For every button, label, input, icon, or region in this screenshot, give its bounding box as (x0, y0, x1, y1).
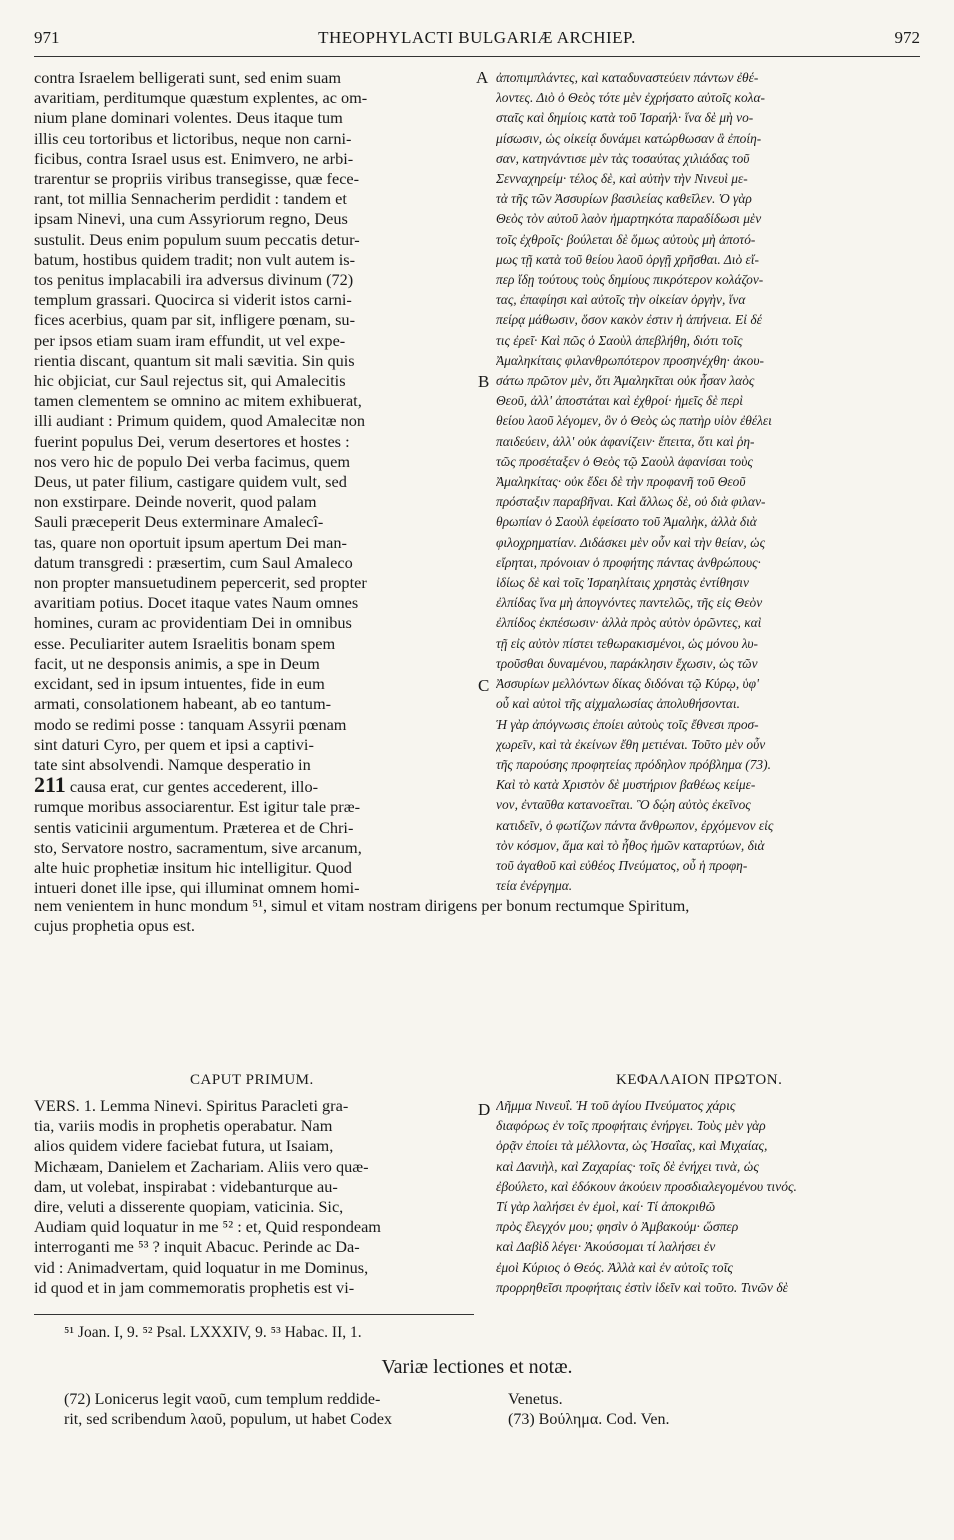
latin-text-line: modo se redimi posse : tanquam Assyrii pœnam (34, 714, 347, 734)
latin-text-line: hic objiciat, cur Saul rejectus sit, qui Amalecitis (34, 371, 346, 391)
greek-text-line: Ἀμαληκίταις φιλανθρωπότερον προσηνέχθη· ἀκου- (496, 352, 764, 368)
latin-text-line: non exstirpare. Deinde noverit, quod palam (34, 492, 317, 512)
full-width-line: nem venientem in hunc mondum ⁵¹, simul et vitam nostram dirigens per bonum rectumque Spiritum, (34, 896, 690, 916)
latin-column (34, 68, 474, 898)
greek-text-line: ἐλπίδος ἐκπέσωσιν· ἀλλὰ πρὸς αὐτὸν ὁρῶντες, καὶ (496, 615, 762, 631)
margin-letter-a: A (476, 68, 489, 87)
greek-text-line: ἰδίως δὲ καὶ τοῖς Ἰσραηλίταις χρηστὰς ἐντίθησιν (496, 575, 749, 591)
greek-text-line: τῇ εἰς αὐτὸν πίστει τεθωρακισμένοι, ὡς μόνου λυ- (496, 635, 759, 651)
greek-text-line: θρωπίαν ὁ Σαοὺλ ἐφείσατο τοῦ Ἀμαλὴκ, ἀλλὰ διὰ (496, 514, 757, 530)
greek-text-line: παιδεύειν, ἀλλ' οὐκ ἀφανίζειν· ἔπειτα, ὅτι καὶ ῥη- (496, 433, 755, 449)
latin-text-line: illi audiant : Primum quidem, quod Amalecitæ non (34, 411, 366, 431)
greek-text-line: πείρᾳ μάθωσιν, ὅσον κακὸν ἐστιν ἡ ἀπήνεια. Εἰ δέ (496, 312, 762, 328)
greek-text-line: ἐλπίδας ἵνα μὴ ἀπογνόντες παντελῶς, τῆς εἰς Θεὸν (496, 595, 763, 611)
greek-text-line: μίσωσιν, ὡς οἰκείᾳ δυνάμει κατώρθωσαν ἃ ἐποίη- (496, 130, 762, 146)
greek-text-line: Ἀσσυρίων μελλόντων δίκας διδόναι τῷ Κύρῳ, ὑφ' (496, 676, 759, 692)
greek-chapter-line: διαφόρως ἐν τοῖς προφήταις ἐνήργει. Τοὺς μὲν γὰρ (496, 1118, 766, 1134)
greek-text-line: μως τῇ κατὰ τοῦ θείου λαοῦ ὀργῇ χρῆσθαι. Διὸ εἴ- (496, 251, 759, 267)
latin-text-line: sustulit. Deus enim populum suum peccatis detur- (34, 229, 360, 249)
latin-text-line: rientia discant, quantum sit mali sævitia. Sin quis (34, 350, 355, 370)
latin-text-line: facit, ut ne desponsis animis, a spe in Deum (34, 653, 320, 673)
note-line: Venetus. (508, 1391, 563, 1408)
greek-text-line: Ἡ γὰρ ἀπόγνωσις ἐποίει αὐτοὺς τοῖς ἔθνεσι προσ- (496, 716, 759, 732)
footnote-rule (34, 1314, 474, 1315)
greek-text-line: τας, ἐπαφίησι καὶ αὐτοῖς τὴν οἰκείαν ὀργὴν, ἵνα (496, 292, 746, 308)
greek-text-line: κατιδεῖν, ὁ φωτίζων πάντα ἄνθρωπον, ἐρχόμενον εἰς (496, 817, 774, 833)
latin-text-line: armati, consolationem habeant, ab eo tantum- (34, 694, 332, 714)
latin-text-line: avaritiam, perditumque quæstum explentes, ac om- (34, 88, 368, 108)
latin-text-line: rant, tot millia Sennacherim perdidit : tandem et (34, 189, 347, 209)
latin-text-line: homines, curam ac providentiam Dei in omnibus (34, 613, 352, 633)
latin-text-line: sint daturi Cyro, per quem et ipsi a captivi- (34, 734, 314, 754)
greek-text-line: σαν, κατηνάντισε μὲν τὰς τοσαύτας χιλιάδας τοῦ (496, 150, 750, 166)
running-title: THEOPHYLACTI BULGARIÆ ARCHIEP. (318, 28, 636, 47)
latin-chapter-line: interroganti me ⁵³ ? inquit Abacuc. Perinde ac Da- (34, 1237, 360, 1257)
latin-text-line: nos vero hic de populo Dei verba facimus, quem (34, 451, 351, 471)
greek-text-line: Καὶ τὸ κατὰ Χριστὸν δὲ μυστήριον βαθέως κείμε- (496, 777, 756, 793)
greek-text-line: τις ἐρεῖ· Καὶ πῶς ὁ Σαοὺλ ἀπεβλήθη, διότι τοῖς (496, 332, 743, 348)
greek-text-line: Ἀμαληκίτας· οὐκ ἔδει δὲ τὴν προφανῆ τοῦ Θεοῦ (496, 474, 746, 490)
latin-chapter-line: VERS. 1. Lemma Ninevi. Spiritus Paracleti gra- (34, 1096, 349, 1115)
greek-column (496, 68, 920, 896)
greek-chapter-line: Λῆμμα Νινευΐ. Ἡ τοῦ ἁγίου Πνεύματος χάρις (496, 1098, 736, 1113)
greek-text-line: σάτω πρῶτον μὲν, ὅτι Ἀμαληκῖται οὐκ ἦσαν λαὸς (496, 373, 755, 389)
full-width-line: cujus prophetia opus est. (34, 916, 195, 936)
latin-text-line: sto, Servatore nostro, sacramentum, sive arcanum, (34, 837, 362, 857)
greek-text-line: τοῦ ἀγαθοῦ καὶ εὐθέος Πνεύματος, οὗ ἡ προφη- (496, 857, 748, 873)
greek-chapter-line: καὶ Δανιὴλ, καὶ Ζαχαρίας· τοῖς δὲ ἐνήχει τινὰ, ὡς (496, 1158, 759, 1174)
page-number-left: 971 (34, 28, 60, 47)
note-line: rit, sed scribendum λαοῦ, populum, ut habet Codex (64, 1411, 393, 1428)
greek-text-line: τεία ἐνέργημα. (496, 878, 573, 894)
margin-letter-c: C (478, 676, 490, 695)
header-rule (34, 56, 920, 57)
latin-chapter-line: tia, variis modis in prophetis operabatur. Nam (34, 1116, 333, 1136)
running-header (34, 28, 920, 52)
latin-text-line: datum transgredi : præsertim, cum Saul Amaleco (34, 552, 353, 572)
greek-text-line: τὸν κόσμον, ἅμα καὶ τὸ ἦθος ἡμῶν καταρτύων, διὰ (496, 837, 765, 853)
kephalaion-heading: ΚΕΦΑΛΑΙΟΝ ΠΡΩΤΟΝ. (616, 1072, 783, 1088)
greek-text-line: ἀποπιμπλάντες, καὶ καταδυναστεύειν πάντων ἐθέ- (496, 70, 759, 85)
latin-text-line: ipsam Ninevi, una cum Assyriorum regno, Deus (34, 209, 348, 229)
margin-letter-b: B (478, 372, 490, 391)
latin-text-line: batum, hostibus quidem tradit; non vult autem is- (34, 249, 356, 269)
greek-text-line: τοῖς ἐχθροῖς· βούλεται δὲ ὅμως αὐτοὺς μὴ ἀποτό- (496, 231, 756, 247)
latin-text-line: non propter mansuetudinem pepercerit, sed propter (34, 573, 367, 593)
greek-text-line: θείου λαοῦ λέγομεν, ὃν ὁ Θεὸς ὡς πατὴρ υἱὸν ἐθέλει (496, 413, 772, 429)
latin-text-line: Deus, ut pater filium, castigare quidem vult, sed (34, 472, 347, 492)
greek-chapter-line: προρρηθεῖσι προφήταις ἐστὶν ἰδεῖν καὶ τοῦτο. Τινῶν δὲ (496, 1279, 789, 1295)
greek-text-line: φιλοχρηματίαν. Διδάσκει μὲν οὖν καὶ τὴν θείαν, ὡς (496, 534, 766, 550)
greek-text-line: οὗ καὶ αὐτοὶ τῆς αἰχμαλωσίας ἀπολυθήσονται. (496, 696, 740, 712)
greek-text-line: Σενναχηρείμ· τέλος δὲ, καὶ αὐτὴν τὴν Νινευὶ με- (496, 171, 748, 187)
latin-text-line (34, 775, 474, 797)
greek-chapter-line: ἐβούλετο, καὶ ἐδόκουν ἀκούειν προσδιαλεγομένου τινός. (496, 1178, 797, 1194)
greek-text-line: τὰ τῆς τῶν Ἀσσυρίων βασιλείας καθεῖλεν. Ὁ γὰρ (496, 191, 752, 207)
greek-text-line: Θεὸς τὸν αὐτοῦ λαὸν ἡμαρτηκότα παραδίδωσι μὲν (496, 211, 762, 227)
greek-chapter-line: πρὸς ἔλεγχόν μου; φησὶν ὁ Ἀμβακούμ· ὥσπερ (496, 1219, 739, 1235)
latin-text-line: templum grassari. Quocirca si viderit istos carni- (34, 290, 352, 310)
greek-chapter-column (496, 1096, 920, 1298)
latin-chapter-line: Audiam quid loquatur in me ⁵² : et, Quid respondeam (34, 1217, 381, 1237)
greek-text-line: χωρεῖν, καὶ τὰ ἐκείνων ἔθη μετιέναι. Τοῦτο μὲν οὖν (496, 736, 766, 752)
column-number-211: 211 (34, 775, 66, 798)
latin-text-fragment: causa erat, cur gentes accederent, illo- (69, 777, 319, 797)
latin-text-line: fuerint populus Dei, verum desertores et hostes : (34, 431, 350, 451)
latin-text-line: per ipsos etiam suam iram effundit, ut vel expe- (34, 330, 346, 350)
latin-text-line: sentis vaticinii argumentum. Præterea et de Chri- (34, 817, 354, 837)
notes-right (508, 1390, 908, 1430)
greek-chapter-line: ἐμοὶ Κύριος ὁ Θεός. Ἀλλὰ καὶ ἐν αὐτοῖς τοῖς (496, 1259, 733, 1275)
greek-text-line: τῆς παρούσης προφητείας πρόδηλον πρόβλημα (73). (496, 756, 771, 772)
latin-text-line: rumque moribus associarentur. Est igitur tale præ- (34, 797, 361, 817)
latin-chapter-column (34, 1096, 474, 1298)
latin-text-line: tate sint absolvendi. Namque desperatio in (34, 754, 311, 774)
greek-text-line: πρόσταξιν παραβῆναι. Καὶ ἄλλως δὲ, οὐ διὰ φιλαν- (496, 494, 766, 510)
latin-text-line: ficibus, contra Israel usus est. Enimvero, ne arbi- (34, 148, 354, 168)
greek-text-line: εἴρηται, πρόνοιαν ὁ προφήτης πάντας ἀνθρώπους· (496, 554, 761, 570)
greek-text-line: λοντες. Διὸ ὁ Θεὸς τότε μὲν ἐχρήσατο αὐτοῖς κολα- (496, 90, 765, 106)
latin-text-line: esse. Peculiariter autem Israelitis bonam spem (34, 633, 336, 653)
latin-text-line: trarentur se propriis viribus transegisse, quæ fece- (34, 169, 360, 189)
latin-text-line: nium plane dominari volentes. Deus itaque tum (34, 108, 343, 128)
note-73: (73) Βούλημα. Cod. Ven. (508, 1411, 670, 1428)
variae-lectiones-title: Variæ lectiones et notæ. (381, 1356, 573, 1378)
latin-text-line: Sauli præceperit Deus exterminare Amalecî- (34, 512, 324, 532)
latin-text-line: intueri donet ille ipse, qui illuminat omnem homi- (34, 878, 360, 898)
latin-chapter-line: alios quidem videre faciebat futura, ut Isaiam, (34, 1136, 334, 1156)
caput-primum-heading: CAPUT PRIMUM. (190, 1072, 314, 1088)
latin-chapter-line: dire, veluti a disserente quopiam, vaticinia. Sic, (34, 1197, 344, 1217)
latin-chapter-line: Michæam, Danielem et Zachariam. Aliis vero quæ- (34, 1156, 369, 1176)
latin-chapter-line: dam, ut volebat, inspirabat : videbanturque au- (34, 1176, 338, 1196)
latin-text-line: contra Israelem belligerati sunt, sed enim suam (34, 68, 341, 87)
greek-chapter-line: ὁρᾷν ἐποίει τὰ μέλλοντα, ὡς Ἠσαΐας, καὶ Μιχαίας, (496, 1138, 768, 1154)
note-line: (72) Lonicerus legit ναοῦ, cum templum reddide- (64, 1391, 381, 1408)
latin-text-line: alte huic prophetiæ insitum hic intelligitur. Quod (34, 857, 352, 877)
latin-text-line: tamen clementem se omnino ac mitem exhibuerat, (34, 391, 362, 411)
greek-chapter-line: καὶ Δαβὶδ λέγει· Ἀκούσομαι τί λαλήσει ἐν (496, 1239, 716, 1255)
latin-text-line: excidant, sed in ipsum intuentes, fide in eum (34, 674, 325, 694)
latin-text-line: fices acerbius, quam par sit, infligere pœnam, su- (34, 310, 355, 330)
latin-text-line: avaritiam potius. Docet itaque vates Naum omnes (34, 593, 359, 613)
latin-text-line: illis ceu tortoribus et lictoribus, neque non carni- (34, 128, 352, 148)
greek-text-line: περ ἴδῃ τούτους τοὺς δημίους πικρότερον κολάζον- (496, 272, 764, 288)
latin-chapter-line: id quod et in jam commemoratis prophetis est vi- (34, 1277, 355, 1297)
note-72 (64, 1390, 474, 1430)
latin-chapter-line: vid : Animadvertam, quid loquatur in me Dominus, (34, 1257, 369, 1277)
page-number-right: 972 (894, 28, 920, 47)
greek-text-line: τῶς προσέταξεν ὁ Θεὸς τῷ Σαοὺλ ἀφανίσαι τοὺς (496, 453, 753, 469)
full-width-lines (34, 896, 920, 936)
greek-text-line: τροῦσθαι δυναμένου, παράκλησιν ἔχωσιν, ὡς τῶν (496, 655, 758, 671)
latin-text-line: tos penitus implacabili ira adversus divinum (72) (34, 270, 354, 290)
latin-text-line: tas, quare non oportuit ipsum apertum Dei man- (34, 532, 347, 552)
greek-text-line: νον, ἐνταῦθα κατανοεῖται. Ὃ δῴη αὐτὸς ἐκεῖνος (496, 797, 751, 813)
footnotes: ⁵¹ Joan. I, 9. ⁵² Psal. LXXXIV, 9. ⁵³ Habac. II, 1. (64, 1324, 362, 1341)
greek-text-line: σταῖς καὶ δημίοις κατὰ τοῦ Ἰσραήλ· ἵνα δὲ μὴ νο- (496, 110, 754, 126)
greek-chapter-line: Τί γὰρ λαλήσει ἐν ἐμοὶ, καί· Τί ἀποκριθῶ (496, 1199, 716, 1215)
margin-letter-d: D (478, 1100, 491, 1119)
greek-text-line: Θεοῦ, ἀλλ' ἀποστάται καὶ ἐχθροί· ἡμεῖς δὲ περὶ (496, 393, 744, 409)
